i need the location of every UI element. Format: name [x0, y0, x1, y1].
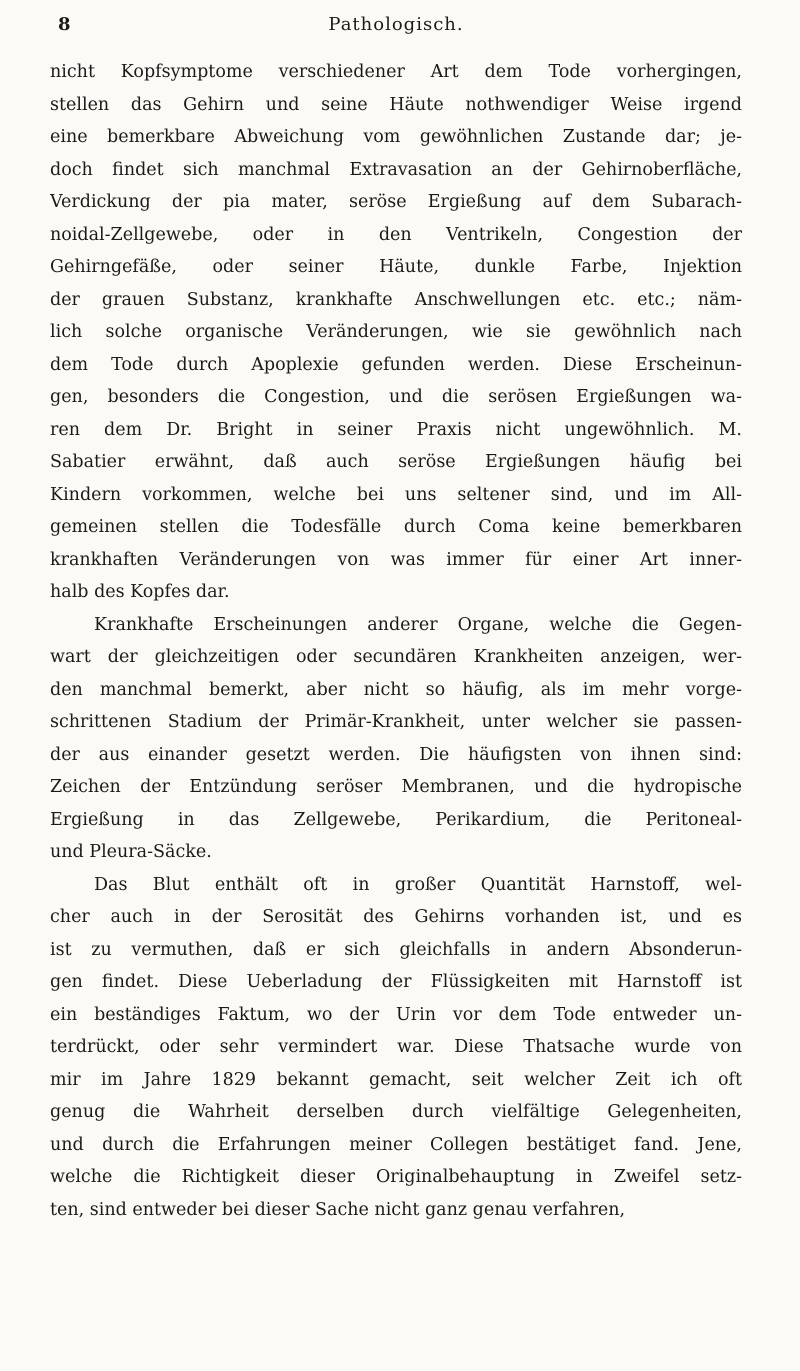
- text-line: noidal-Zellgewebe, oder in den Ventrikeln, Congestion der: [50, 224, 742, 245]
- page-number: 8: [58, 14, 71, 35]
- running-head: [50, 14, 742, 44]
- text-line: gen, besonders die Congestion, und die serösen Ergießungen wa-: [50, 387, 742, 407]
- text-line: gemeinen stellen die Todesfälle durch Coma keine bemerkbaren: [50, 517, 742, 537]
- text-line: und Pleura-Säcke.: [50, 842, 212, 862]
- text-line: ein beständiges Faktum, wo der Urin vor dem Tode entweder un-: [50, 1004, 742, 1025]
- text-line: Kindern vorkommen, welche bei uns seltener sind, und im All-: [50, 484, 742, 505]
- text-line: der aus einander gesetzt werden. Die häufigsten von ihnen sind:: [50, 744, 742, 765]
- paragraph: [50, 609, 742, 869]
- running-title: Pathologisch.: [328, 14, 464, 35]
- text-line: nicht Kopfsymptome verschiedener Art dem Tode vorhergingen,: [50, 62, 742, 82]
- text-line: Das Blut enthält oft in großer Quantität Harnstoff, wel-: [94, 874, 742, 895]
- text-line: lich solche organische Veränderungen, wie sie gewöhnlich nach: [50, 322, 742, 342]
- text-line: Sabatier erwähnt, daß auch seröse Ergießungen häufig bei: [50, 452, 742, 472]
- paragraph: [50, 56, 742, 609]
- text-line: terdrückt, oder sehr vermindert war. Diese Thatsache wurde von: [50, 1037, 742, 1057]
- text-line: mir im Jahre 1829 bekannt gemacht, seit welcher Zeit ich oft: [50, 1069, 742, 1090]
- text-line: Verdickung der pia mater, seröse Ergießung auf dem Subarach-: [50, 192, 742, 212]
- text-line: und durch die Erfahrungen meiner Collegen bestätiget fand. Jene,: [50, 1134, 742, 1155]
- text-line: der grauen Substanz, krankhafte Anschwellungen etc. etc.; näm-: [50, 289, 742, 310]
- text-line: Ergießung in das Zellgewebe, Perikardium, die Peritoneal-: [50, 809, 742, 830]
- text-line: doch findet sich manchmal Extravasation an der Gehirnoberfläche,: [50, 159, 742, 180]
- text-line: welche die Richtigkeit dieser Originalbehauptung in Zweifel setz-: [50, 1167, 742, 1187]
- text-line: Zeichen der Entzündung seröser Membranen, und die hydropische: [50, 777, 742, 797]
- text-line: halb des Kopfes dar.: [50, 582, 230, 602]
- text-line: eine bemerkbare Abweichung vom gewöhnlichen Zustande dar; je-: [50, 127, 742, 147]
- text-line: den manchmal bemerkt, aber nicht so häufig, als im mehr vorge-: [50, 679, 742, 700]
- text-line: ist zu vermuthen, daß er sich gleichfalls in andern Absonderun-: [50, 939, 742, 960]
- text-line: ten, sind entweder bei dieser Sache nicht ganz genau verfahren,: [50, 1199, 626, 1220]
- text-line: ren dem Dr. Bright in seiner Praxis nicht ungewöhnlich. M.: [50, 419, 742, 440]
- text-line: genug die Wahrheit derselben durch vielfältige Gelegenheiten,: [50, 1102, 742, 1122]
- text-line: Gehirngefäße, oder seiner Häute, dunkle Farbe, Injektion: [50, 257, 742, 277]
- body-text: [50, 56, 742, 1226]
- text-line: dem Tode durch Apoplexie gefunden werden. Diese Erscheinun-: [50, 354, 742, 375]
- text-line: gen findet. Diese Ueberladung der Flüssigkeiten mit Harnstoff ist: [50, 972, 742, 992]
- paragraph: [50, 869, 742, 1227]
- text-line: krankhaften Veränderungen von was immer für einer Art inner-: [50, 549, 742, 570]
- text-line: schrittenen Stadium der Primär-Krankheit, unter welcher sie passen-: [50, 712, 742, 732]
- text-line: Krankhafte Erscheinungen anderer Organe, welche die Gegen-: [94, 614, 742, 635]
- text-line: stellen das Gehirn und seine Häute nothwendiger Weise irgend: [50, 94, 742, 115]
- text-line: cher auch in der Serosität des Gehirns vorhanden ist, und es: [50, 907, 742, 927]
- text-line: wart der gleichzeitigen oder secundären Krankheiten anzeigen, wer-: [50, 647, 742, 667]
